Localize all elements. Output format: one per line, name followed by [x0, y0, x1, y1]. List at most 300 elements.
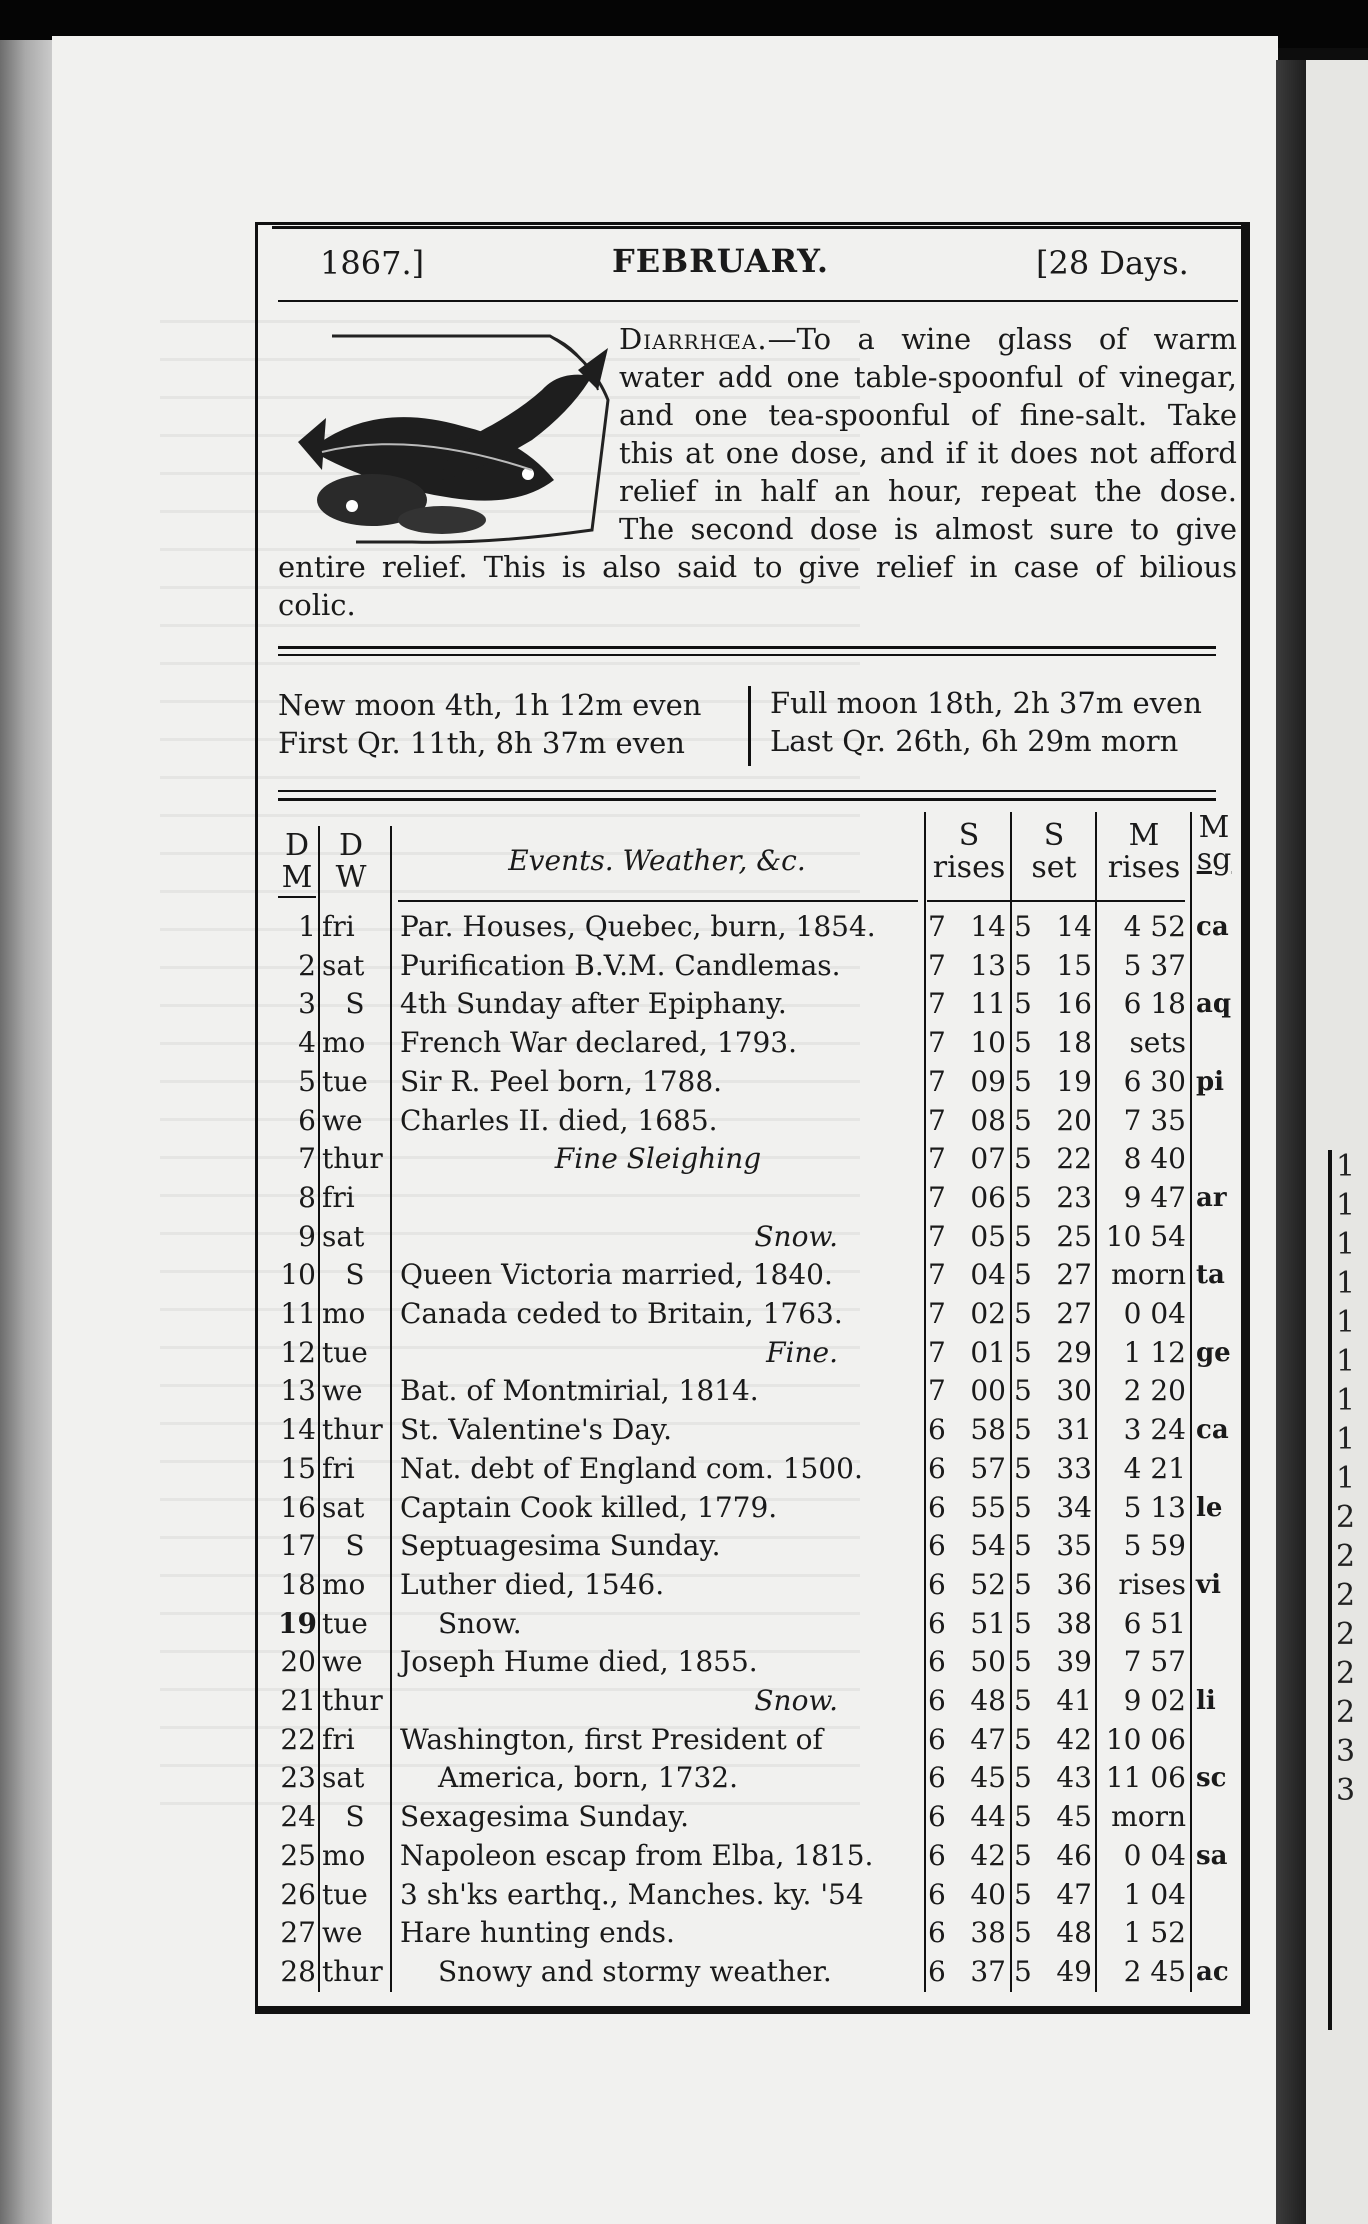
sunrise-hour: 7	[928, 1374, 946, 1408]
table-row	[0, 1218, 1368, 1257]
sunset-minute: 15	[1056, 948, 1092, 982]
day-of-month: 4	[298, 1026, 316, 1060]
day-of-month: 22	[280, 1722, 316, 1756]
next-page-digit: 2	[1336, 1656, 1356, 1691]
recipe-line-3: and one tea-spoonful of fine-salt. Take	[619, 398, 1237, 432]
fish-vignette	[292, 330, 614, 548]
day-of-week: sat	[322, 1490, 365, 1524]
event-text: Washington, first President of	[400, 1722, 823, 1756]
event-text: Captain Cook killed, 1779.	[400, 1490, 778, 1524]
day-of-month: 3	[298, 987, 316, 1021]
sunset-minute: 30	[1056, 1374, 1092, 1408]
day-of-month: 10	[280, 1258, 316, 1292]
moon-last-quarter: Last Qr. 26th, 6h 29m morn	[770, 724, 1179, 758]
table-row	[0, 1295, 1368, 1334]
moon-sign: aq	[1196, 989, 1232, 1020]
col-head-events: Events. Weather, &c.	[508, 844, 806, 877]
moon-rises: 6 51	[1123, 1606, 1186, 1640]
day-of-month: 2	[298, 948, 316, 982]
sunrise-hour: 6	[928, 1490, 946, 1524]
table-row	[0, 947, 1368, 986]
sunset-hour: 5	[1014, 1374, 1032, 1408]
moon-sign: vi	[1196, 1569, 1221, 1600]
sunrise-hour: 7	[928, 910, 946, 943]
sunset-hour: 5	[1014, 1645, 1032, 1679]
sunrise-minute: 38	[970, 1916, 1006, 1950]
sunset-minute: 29	[1056, 1335, 1092, 1369]
day-of-week: thur	[322, 1142, 383, 1176]
event-text: Bat. of Montmirial, 1814.	[400, 1374, 759, 1408]
table-row	[0, 1682, 1368, 1721]
moon-rises: 6 18	[1123, 987, 1186, 1021]
day-of-week: fri	[322, 1451, 355, 1485]
moon-sign: le	[1196, 1492, 1223, 1523]
sunset-minute: 45	[1056, 1800, 1092, 1834]
sunrise-hour: 7	[928, 1103, 946, 1137]
event-text: Joseph Hume died, 1855.	[400, 1645, 758, 1679]
sunset-minute: 35	[1056, 1529, 1092, 1563]
day-of-month: 16	[280, 1490, 316, 1524]
sunset-hour: 5	[1014, 1567, 1032, 1601]
sunset-minute: 27	[1056, 1258, 1092, 1292]
day-of-month: 8	[298, 1180, 316, 1214]
sunset-minute: 47	[1056, 1877, 1092, 1911]
day-of-month: 6	[298, 1103, 316, 1137]
day-of-month: 21	[280, 1684, 316, 1717]
moon-sign: ar	[1196, 1182, 1227, 1213]
sunrise-minute: 55	[970, 1490, 1006, 1524]
event-text: Sexagesima Sunday.	[400, 1800, 690, 1834]
sunset-minute: 25	[1056, 1219, 1092, 1253]
day-of-month: 20	[280, 1645, 316, 1679]
day-of-week: mo	[322, 1026, 366, 1060]
sunrise-hour: 6	[928, 1722, 946, 1756]
next-page-digit: 1	[1336, 1266, 1356, 1301]
table-row	[0, 1721, 1368, 1760]
sunrise-hour: 6	[928, 1567, 946, 1601]
sunset-minute: 16	[1056, 987, 1092, 1021]
recipe-line-2: water add one table-spoonful of vinegar,	[619, 360, 1237, 394]
day-of-month: 11	[280, 1297, 316, 1330]
day-of-week: thur	[322, 1954, 383, 1988]
moon-rises: 1 04	[1123, 1877, 1186, 1911]
table-row	[0, 1566, 1368, 1605]
event-text: Charles II. died, 1685.	[400, 1103, 718, 1137]
moon-rises: 8 40	[1123, 1142, 1186, 1176]
sunset-minute: 49	[1056, 1954, 1092, 1988]
moon-rises: 1 12	[1123, 1335, 1186, 1369]
moon-rises: 2 20	[1123, 1374, 1186, 1408]
table-row	[0, 1527, 1368, 1566]
underline-dm	[278, 896, 316, 898]
sunset-minute: 14	[1056, 910, 1092, 943]
sunrise-minute: 51	[970, 1606, 1006, 1640]
sunrise-hour: 6	[928, 1451, 946, 1485]
table-row	[0, 1256, 1368, 1295]
moon-sign: ca	[1196, 912, 1229, 942]
sunrise-minute: 13	[970, 948, 1006, 982]
table-row	[0, 1837, 1368, 1876]
table-row	[0, 1411, 1368, 1450]
sunset-minute: 20	[1056, 1103, 1092, 1137]
day-of-week: tue	[322, 1335, 368, 1369]
day-of-month: 9	[298, 1219, 316, 1253]
next-page-digit: 1	[1336, 1305, 1356, 1340]
table-row	[0, 1450, 1368, 1489]
day-of-week: we	[322, 1916, 363, 1950]
sunset-minute: 38	[1056, 1606, 1092, 1640]
moon-rises: 0 04	[1123, 1838, 1186, 1872]
sunset-minute: 48	[1056, 1916, 1092, 1950]
day-of-month: 13	[280, 1374, 316, 1408]
sunset-hour: 5	[1014, 1800, 1032, 1834]
next-page-digit: 1	[1336, 1227, 1356, 1262]
event-text: Fine Sleighing	[554, 1142, 762, 1176]
sunrise-hour: 6	[928, 1800, 946, 1834]
moon-full: Full moon 18th, 2h 37m even	[770, 686, 1202, 720]
next-page-digit: 3	[1336, 1734, 1356, 1769]
event-text: Nat. debt of England com. 1500.	[400, 1451, 863, 1485]
moon-sign: sa	[1196, 1840, 1228, 1871]
next-page-digit: 1	[1336, 1188, 1356, 1223]
col-head-moon-sign: M sg	[1196, 810, 1232, 877]
sunset-hour: 5	[1014, 1026, 1032, 1060]
sunrise-minute: 00	[970, 1374, 1006, 1408]
event-text: Purification B.V.M. Candlemas.	[400, 948, 841, 982]
day-of-week: thur	[322, 1684, 383, 1717]
event-text: Queen Victoria married, 1840.	[400, 1258, 833, 1292]
sunset-hour: 5	[1014, 1064, 1032, 1098]
sunrise-minute: 06	[970, 1180, 1006, 1214]
event-text: Snow.	[754, 1219, 838, 1253]
underline-times	[927, 900, 1185, 902]
table-row	[0, 1102, 1368, 1141]
moon-rises: 3 24	[1123, 1413, 1186, 1447]
col-head-sun-rises: S rises	[932, 818, 1006, 885]
moon-divider	[748, 686, 751, 766]
sunset-minute: 23	[1056, 1180, 1092, 1214]
next-page-digit: 2	[1336, 1539, 1356, 1574]
sunrise-minute: 07	[970, 1142, 1006, 1176]
sunset-hour: 5	[1014, 1916, 1032, 1950]
event-text: 3 sh'ks earthq., Manches. ky. '54	[400, 1877, 864, 1911]
sunrise-hour: 7	[928, 1026, 946, 1060]
moon-sign: ac	[1196, 1956, 1229, 1987]
table-row	[0, 1334, 1368, 1373]
sunset-minute: 43	[1056, 1761, 1092, 1795]
header-days: [28 Days.	[1036, 244, 1189, 282]
moon-sign: pi	[1196, 1066, 1225, 1097]
day-of-month: 12	[280, 1335, 316, 1369]
sunset-hour: 5	[1014, 1761, 1032, 1795]
day-of-week: tue	[322, 1064, 368, 1098]
table-row	[0, 1489, 1368, 1528]
sunrise-minute: 05	[970, 1219, 1006, 1253]
event-text: Septuagesima Sunday.	[400, 1529, 721, 1563]
sunset-hour: 5	[1014, 1684, 1032, 1717]
sunset-minute: 41	[1056, 1684, 1092, 1717]
moon-rule-top-b	[278, 654, 1216, 656]
day-of-week: fri	[322, 1180, 355, 1214]
sunset-minute: 18	[1056, 1026, 1092, 1060]
next-page-digit: 1	[1336, 1383, 1356, 1418]
moon-rises: 0 04	[1123, 1297, 1186, 1330]
sunrise-minute: 45	[970, 1761, 1006, 1795]
day-of-month: 1	[298, 910, 316, 943]
sunrise-minute: 11	[970, 987, 1006, 1021]
table-row	[0, 1179, 1368, 1218]
table-row	[0, 908, 1368, 947]
sunrise-hour: 6	[928, 1413, 946, 1447]
table-row	[0, 1140, 1368, 1179]
sunset-hour: 5	[1014, 1529, 1032, 1563]
sunset-hour: 5	[1014, 1219, 1032, 1253]
day-of-week: S	[345, 987, 365, 1021]
recipe-title: Diarrhœa.	[619, 322, 768, 356]
sunrise-hour: 6	[928, 1916, 946, 1950]
moon-rises: morn	[1111, 1800, 1186, 1834]
day-of-week: tue	[322, 1606, 368, 1640]
table-row	[0, 1372, 1368, 1411]
table-row	[0, 1643, 1368, 1682]
sunrise-hour: 6	[928, 1954, 946, 1988]
sunset-minute: 34	[1056, 1490, 1092, 1524]
day-of-week: S	[345, 1258, 365, 1292]
moon-rises: rises	[1118, 1567, 1186, 1601]
day-of-month: 25	[280, 1838, 316, 1872]
sunrise-hour: 6	[928, 1606, 946, 1640]
sunset-hour: 5	[1014, 1180, 1032, 1214]
next-page-digit: 1	[1336, 1422, 1356, 1457]
table-row	[0, 1024, 1368, 1063]
table-rule-top-a	[278, 790, 1216, 792]
moon-rises: 9 47	[1123, 1180, 1186, 1214]
sunset-minute: 31	[1056, 1413, 1092, 1447]
next-page-digit: 2	[1336, 1695, 1356, 1730]
event-text: Luther died, 1546.	[400, 1567, 665, 1601]
next-page-digit: 1	[1336, 1461, 1356, 1496]
moon-rises: morn	[1111, 1258, 1186, 1292]
sunrise-minute: 44	[970, 1800, 1006, 1834]
sunset-hour: 5	[1014, 1335, 1032, 1369]
sunset-minute: 36	[1056, 1567, 1092, 1601]
moon-rises: 9 02	[1123, 1684, 1186, 1717]
moon-rises: 5 37	[1123, 948, 1186, 982]
next-page-digit: 2	[1336, 1578, 1356, 1613]
moon-rises: 11 06	[1105, 1761, 1186, 1795]
sunset-hour: 5	[1014, 987, 1032, 1021]
sunset-hour: 5	[1014, 948, 1032, 982]
sunrise-hour: 6	[928, 1684, 946, 1717]
sunset-hour: 5	[1014, 910, 1032, 943]
event-text: 4th Sunday after Epiphany.	[400, 987, 787, 1021]
sunset-hour: 5	[1014, 1877, 1032, 1911]
sunrise-minute: 54	[970, 1529, 1006, 1563]
sunrise-minute: 09	[970, 1064, 1006, 1098]
moon-rises: 4 52	[1123, 910, 1186, 943]
event-text: Sir R. Peel born, 1788.	[400, 1064, 723, 1098]
moon-sign: ge	[1196, 1337, 1231, 1368]
sunrise-hour: 6	[928, 1529, 946, 1563]
moon-rises: 4 21	[1123, 1451, 1186, 1485]
sunrise-minute: 10	[970, 1026, 1006, 1060]
day-of-month: 14	[280, 1413, 316, 1447]
day-of-month: 24	[280, 1800, 316, 1834]
sunrise-hour: 6	[928, 1838, 946, 1872]
sunrise-hour: 7	[928, 1180, 946, 1214]
moon-first-quarter: First Qr. 11th, 8h 37m even	[278, 726, 685, 760]
day-of-month: 15	[280, 1451, 316, 1485]
moon-rises: 1 52	[1123, 1916, 1186, 1950]
sunrise-hour: 6	[928, 1761, 946, 1795]
sunset-hour: 5	[1014, 1954, 1032, 1988]
day-of-week: sat	[322, 1761, 365, 1795]
recipe-line-5: relief in half an hour, repeat the dose.	[619, 474, 1237, 508]
sunrise-minute: 01	[970, 1335, 1006, 1369]
moon-rises: 6 30	[1123, 1064, 1186, 1098]
day-of-week: we	[322, 1374, 363, 1408]
sunrise-minute: 04	[970, 1258, 1006, 1292]
event-text: Canada ceded to Britain, 1763.	[400, 1297, 843, 1330]
sunset-hour: 5	[1014, 1413, 1032, 1447]
moon-rises: 7 57	[1123, 1645, 1186, 1679]
moon-rises: 5 13	[1123, 1490, 1186, 1524]
sunrise-minute: 08	[970, 1103, 1006, 1137]
header-year: 1867.]	[320, 244, 425, 282]
event-text: St. Valentine's Day.	[400, 1413, 673, 1447]
sunrise-minute: 37	[970, 1954, 1006, 1988]
day-of-week: mo	[322, 1297, 366, 1330]
day-of-month: 28	[280, 1954, 316, 1988]
sunrise-hour: 7	[928, 1142, 946, 1176]
next-page-digit: 1	[1336, 1344, 1356, 1379]
sunrise-minute: 47	[970, 1722, 1006, 1756]
next-page-digit: 2	[1336, 1500, 1356, 1535]
sunrise-hour: 7	[928, 948, 946, 982]
day-of-week: S	[345, 1529, 365, 1563]
day-of-month: 7	[298, 1142, 316, 1176]
day-of-week: S	[345, 1800, 365, 1834]
moon-sign: sc	[1196, 1763, 1227, 1794]
event-text: Snow.	[438, 1606, 522, 1640]
next-page-digit: 3	[1336, 1773, 1356, 1808]
sunrise-hour: 6	[928, 1645, 946, 1679]
col-head-dw: D W	[335, 828, 367, 895]
moon-rises: 2 45	[1123, 1954, 1186, 1988]
event-text: America, born, 1732.	[438, 1761, 739, 1795]
moon-rises: 7 35	[1123, 1103, 1186, 1137]
col-head-dm: D M	[281, 828, 313, 895]
day-of-month: 19	[278, 1606, 317, 1640]
moon-sign: li	[1196, 1686, 1216, 1716]
day-of-week: tue	[322, 1877, 368, 1911]
day-of-week: fri	[322, 910, 355, 943]
sunset-minute: 27	[1056, 1297, 1092, 1330]
day-of-month: 26	[280, 1877, 316, 1911]
header-month: FEBRUARY.	[612, 242, 829, 280]
day-of-month: 18	[280, 1567, 316, 1601]
event-text: French War declared, 1793.	[400, 1026, 798, 1060]
sunset-hour: 5	[1014, 1606, 1032, 1640]
underline-events	[398, 900, 918, 902]
recipe-line-1: Diarrhœa.—To a wine glass of warm	[619, 322, 1237, 356]
sunset-hour: 5	[1014, 1142, 1032, 1176]
table-row	[0, 1914, 1368, 1953]
day-of-month: 17	[280, 1529, 316, 1563]
day-of-month: 23	[280, 1761, 316, 1795]
table-row	[0, 1953, 1368, 1992]
moon-rule-top-a	[278, 646, 1216, 649]
event-text: Hare hunting ends.	[400, 1916, 675, 1950]
event-text: Napoleon escap from Elba, 1815.	[400, 1838, 874, 1872]
day-of-week: mo	[322, 1567, 366, 1601]
sunset-hour: 5	[1014, 1297, 1032, 1330]
moon-rises: sets	[1129, 1026, 1186, 1060]
sunrise-minute: 40	[970, 1877, 1006, 1911]
recipe-line-7: entire relief. This is also said to give relief in case of bilious	[278, 550, 1237, 584]
moon-rises: 10 06	[1105, 1722, 1186, 1756]
sunset-minute: 19	[1056, 1064, 1092, 1098]
sunset-hour: 5	[1014, 1838, 1032, 1872]
event-text: Snow.	[754, 1684, 838, 1717]
moon-rises: 10 54	[1105, 1219, 1186, 1253]
sunset-minute: 39	[1056, 1645, 1092, 1679]
sunset-minute: 42	[1056, 1722, 1092, 1756]
event-text: Par. Houses, Quebec, burn, 1854.	[400, 910, 876, 943]
next-page-digit: 1	[1336, 1149, 1356, 1184]
sunrise-hour: 7	[928, 987, 946, 1021]
table-row	[0, 1798, 1368, 1837]
day-of-week: we	[322, 1103, 363, 1137]
sunrise-minute: 48	[970, 1684, 1006, 1717]
event-text: Snowy and stormy weather.	[438, 1954, 832, 1988]
table-rule-top-b	[278, 798, 1216, 801]
day-of-month: 5	[298, 1064, 316, 1098]
sunset-minute: 22	[1056, 1142, 1092, 1176]
sunset-hour: 5	[1014, 1722, 1032, 1756]
event-text: Fine.	[766, 1335, 838, 1369]
sunrise-hour: 7	[928, 1335, 946, 1369]
recipe-line-6: The second dose is almost sure to give	[619, 512, 1237, 546]
sunset-hour: 5	[1014, 1490, 1032, 1524]
day-of-week: fri	[322, 1722, 355, 1756]
recipe-line-8: colic.	[278, 588, 356, 622]
table-row	[0, 1605, 1368, 1644]
sunrise-hour: 7	[928, 1258, 946, 1292]
sunrise-hour: 7	[928, 1219, 946, 1253]
table-row	[0, 1063, 1368, 1102]
moon-rises: 5 59	[1123, 1529, 1186, 1563]
sunrise-minute: 57	[970, 1451, 1006, 1485]
table-row	[0, 1759, 1368, 1798]
sunrise-minute: 52	[970, 1567, 1006, 1601]
recipe-line-4: this at one dose, and if it does not afford	[619, 436, 1237, 470]
moon-sign: ta	[1196, 1260, 1225, 1291]
sunrise-hour: 7	[928, 1297, 946, 1330]
sunrise-minute: 02	[970, 1297, 1006, 1330]
sunset-minute: 33	[1056, 1451, 1092, 1485]
sunrise-minute: 42	[970, 1838, 1006, 1872]
sunset-hour: 5	[1014, 1103, 1032, 1137]
moon-new: New moon 4th, 1h 12m even	[278, 688, 702, 722]
sunset-minute: 46	[1056, 1838, 1092, 1872]
sunset-hour: 5	[1014, 1258, 1032, 1292]
moon-sign: ca	[1196, 1415, 1229, 1446]
day-of-week: mo	[322, 1838, 366, 1872]
col-head-moon-rises: M rises	[1107, 818, 1181, 885]
sunrise-minute: 50	[970, 1645, 1006, 1679]
sunrise-minute: 14	[970, 910, 1006, 943]
